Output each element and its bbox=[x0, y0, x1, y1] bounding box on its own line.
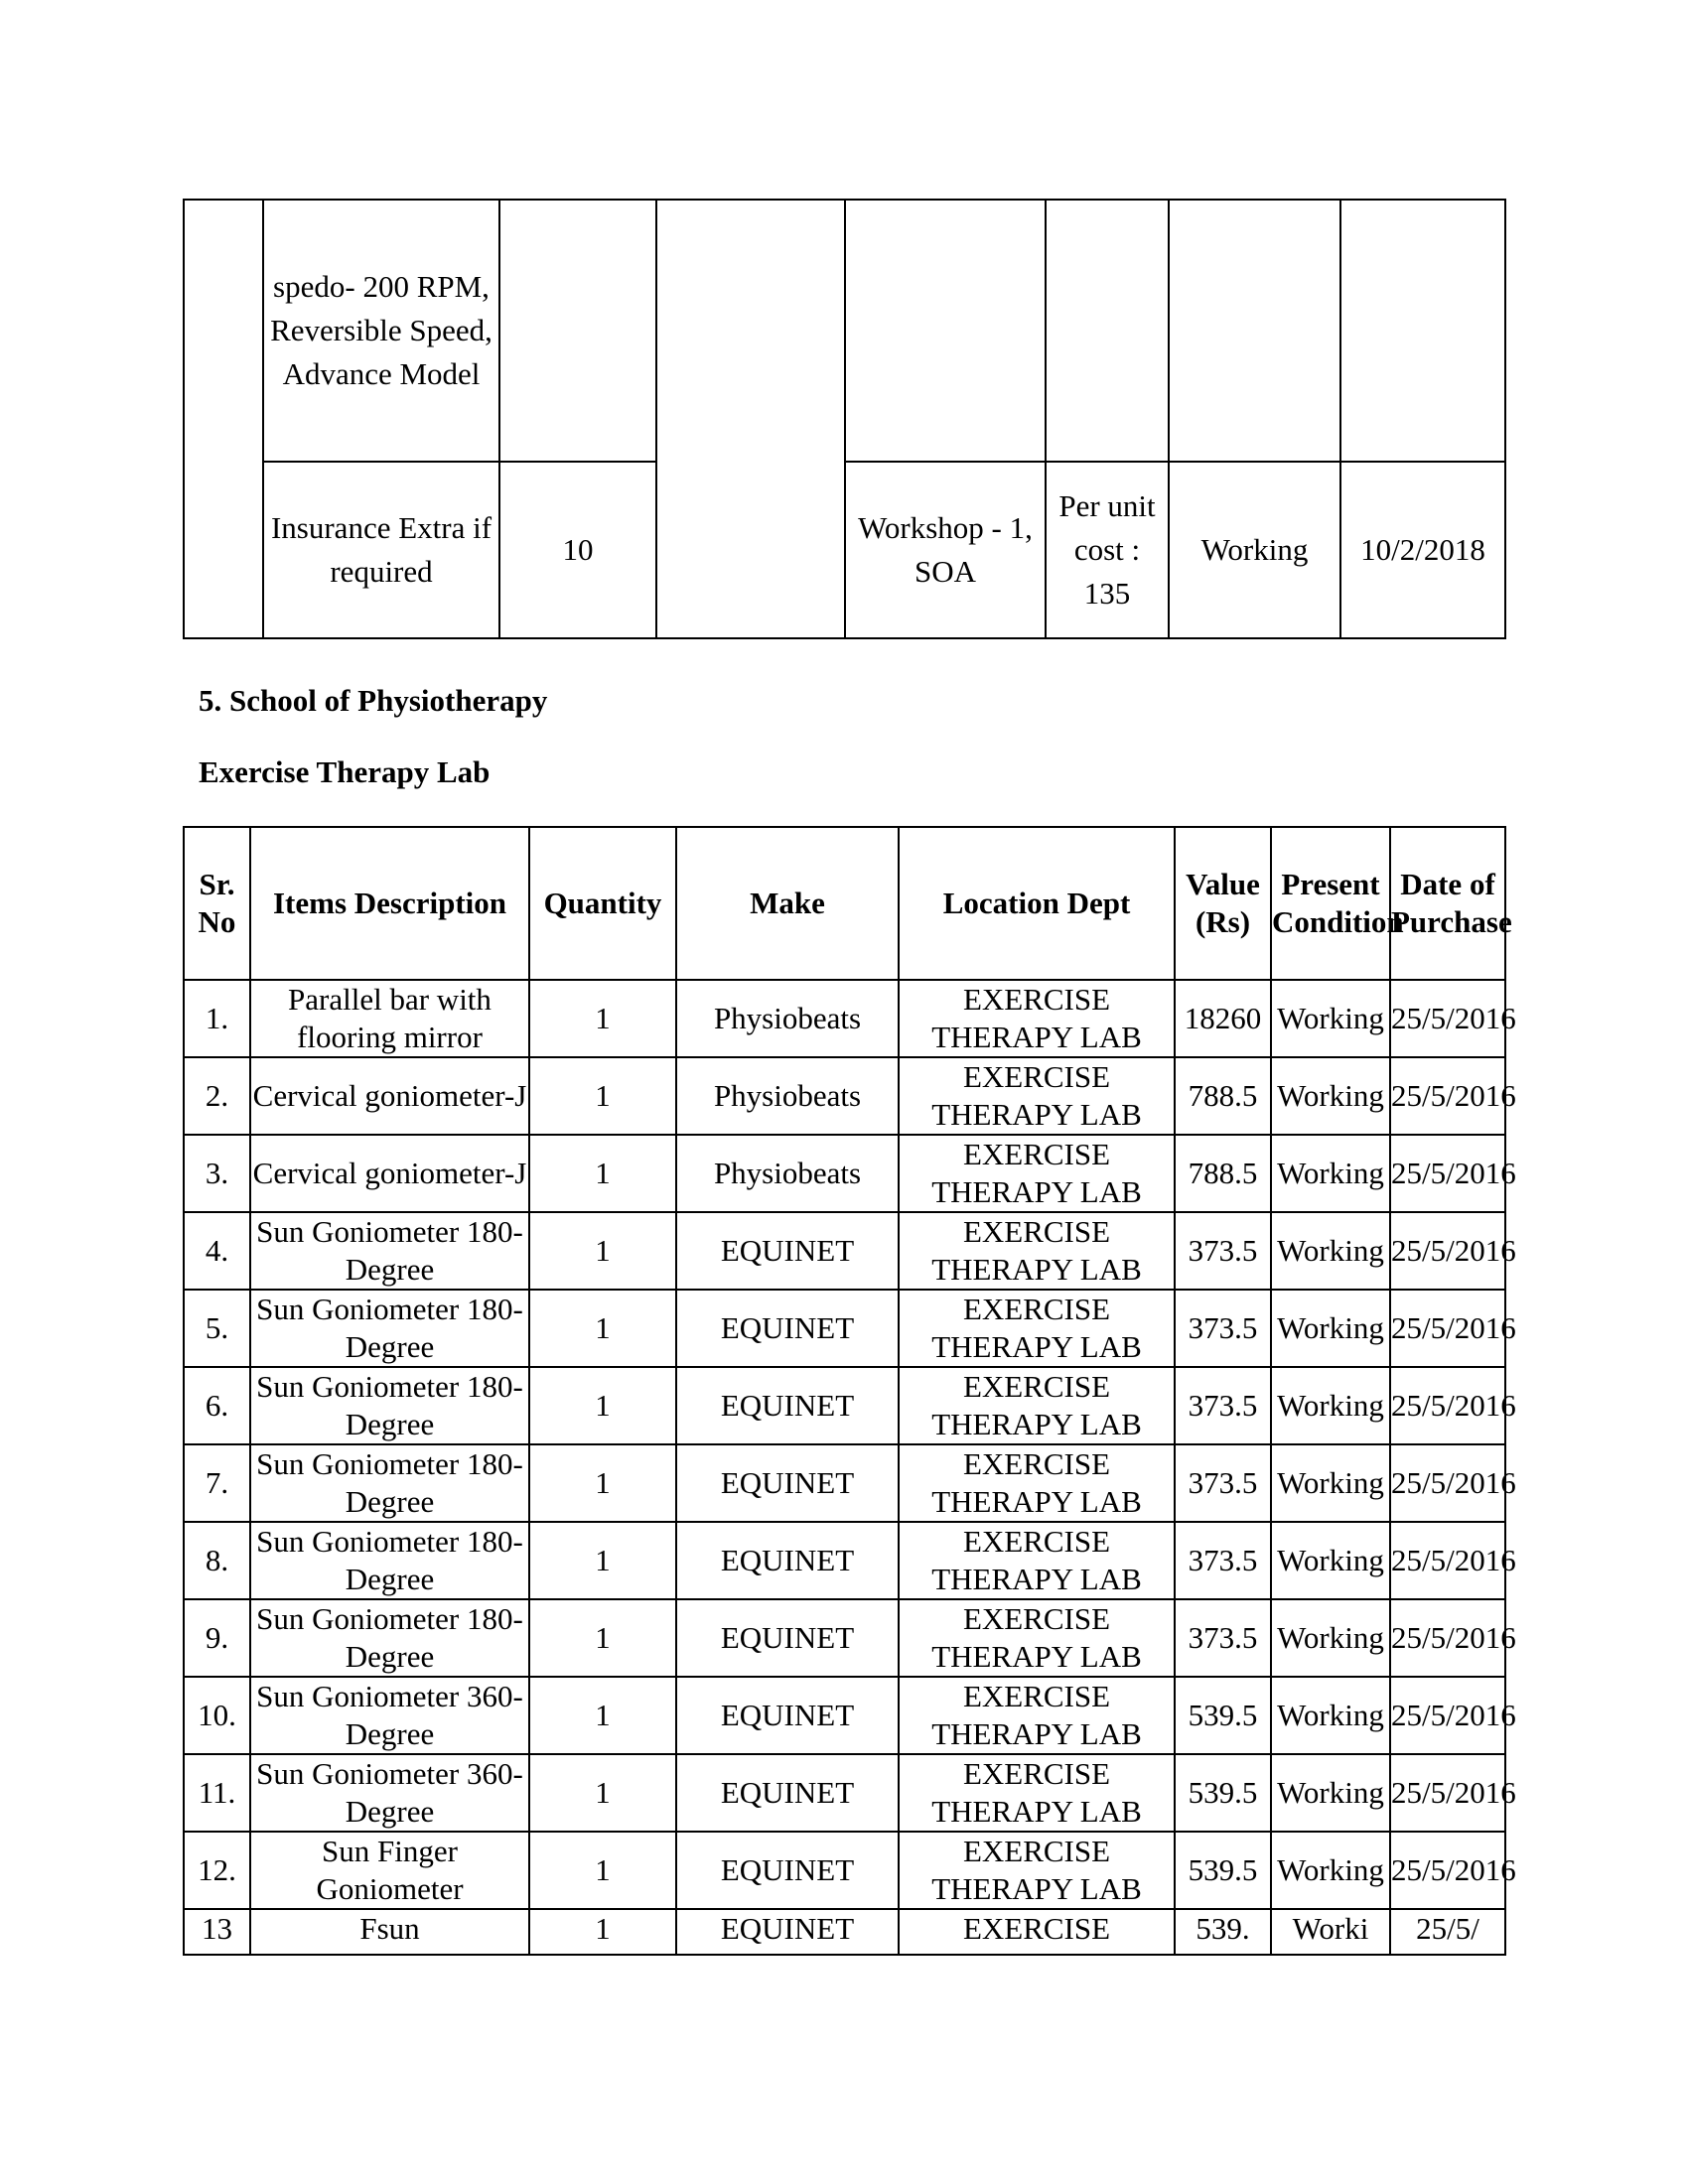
table-cell bbox=[1340, 200, 1505, 462]
table-cell bbox=[845, 462, 1046, 638]
cell-item-description: Sun Goniometer 180-Degree bbox=[250, 1522, 529, 1599]
cell-sr-no: 7. bbox=[184, 1444, 250, 1522]
cell-sr-no: 11. bbox=[184, 1754, 250, 1832]
cell-purchase-date: 25/5/2016 bbox=[1390, 1444, 1505, 1522]
value: Per unit cost : 135 bbox=[1058, 488, 1156, 611]
cell-location-dept: EXERCISE THERAPY LAB bbox=[899, 1522, 1175, 1599]
cell-value: 788.5 bbox=[1175, 1135, 1271, 1212]
cell-present-condition: Working bbox=[1271, 1135, 1390, 1212]
cell-item-description: Sun Goniometer 180-Degree bbox=[250, 1444, 529, 1522]
cell-make: EQUINET bbox=[676, 1754, 899, 1832]
header-date-of-purchase: Date of Purchase bbox=[1390, 827, 1505, 980]
table-row bbox=[184, 1290, 1505, 1367]
cell-value: 539.5 bbox=[1175, 1677, 1271, 1754]
condition: Working bbox=[1200, 532, 1309, 567]
cell-value: 373.5 bbox=[1175, 1212, 1271, 1290]
table-row bbox=[184, 1057, 1505, 1135]
cell-item-description: Sun Goniometer 180-Degree bbox=[250, 1367, 529, 1444]
cell-quantity: 1 bbox=[529, 1754, 676, 1832]
cell-make: EQUINET bbox=[676, 1677, 899, 1754]
cell-present-condition: Working bbox=[1271, 1057, 1390, 1135]
cell-make: Physiobeats bbox=[676, 1135, 899, 1212]
cell-sr-no: 4. bbox=[184, 1212, 250, 1290]
cell-location-dept: EXERCISE THERAPY LAB bbox=[899, 1057, 1175, 1135]
cell-sr-no: 9. bbox=[184, 1599, 250, 1677]
cell-location-dept: EXERCISE THERAPY LAB bbox=[899, 1599, 1175, 1677]
cell-quantity: 1 bbox=[529, 1832, 676, 1909]
cell-quantity: 1 bbox=[529, 1599, 676, 1677]
cell-make: EQUINET bbox=[676, 1832, 899, 1909]
equipment-table bbox=[183, 826, 1516, 1956]
item-description: spedo- 200 RPM, Reversible Speed, Advance Model bbox=[270, 269, 492, 391]
table-row bbox=[184, 1599, 1505, 1677]
cell-value: 373.5 bbox=[1175, 1290, 1271, 1367]
cell-sr-no: 3. bbox=[184, 1135, 250, 1212]
cell-item-description: Sun Finger Goniometer bbox=[250, 1832, 529, 1909]
header-location-dept: Location Dept bbox=[899, 827, 1175, 980]
cell-quantity: 1 bbox=[529, 1677, 676, 1754]
cell-sr-no: 13 bbox=[184, 1909, 250, 1955]
cell-item-description: Parallel bar with flooring mirror bbox=[250, 980, 529, 1057]
table-row bbox=[184, 1367, 1505, 1444]
cell-sr-no: 1. bbox=[184, 980, 250, 1057]
cell-quantity: 1 bbox=[529, 1057, 676, 1135]
cell-quantity: 1 bbox=[529, 980, 676, 1057]
cell-make: Physiobeats bbox=[676, 980, 899, 1057]
cell-make: EQUINET bbox=[676, 1212, 899, 1290]
header-make: Make bbox=[676, 827, 899, 980]
table-cell bbox=[263, 462, 499, 638]
lab-heading: Exercise Therapy Lab bbox=[199, 754, 491, 789]
cell-purchase-date: 25/5/ bbox=[1390, 1909, 1505, 1955]
cell-location-dept: EXERCISE THERAPY LAB bbox=[899, 1832, 1175, 1909]
cell-location-dept: EXERCISE THERAPY LAB bbox=[899, 1367, 1175, 1444]
cell-present-condition: Working bbox=[1271, 1444, 1390, 1522]
cell-quantity: 1 bbox=[529, 1290, 676, 1367]
table-row bbox=[184, 200, 1505, 462]
table-cell bbox=[184, 200, 263, 638]
table-cell bbox=[263, 200, 499, 462]
table-row bbox=[184, 1677, 1505, 1754]
cell-location-dept: EXERCISE bbox=[899, 1909, 1175, 1955]
cell-item-description: Sun Goniometer 360-Degree bbox=[250, 1677, 529, 1754]
cell-quantity: 1 bbox=[529, 1135, 676, 1212]
cell-sr-no: 2. bbox=[184, 1057, 250, 1135]
cell-present-condition: Working bbox=[1271, 1367, 1390, 1444]
cell-present-condition: Worki bbox=[1271, 1909, 1390, 1955]
cell-present-condition: Working bbox=[1271, 1754, 1390, 1832]
cell-item-description: Sun Goniometer 180-Degree bbox=[250, 1599, 529, 1677]
cell-quantity: 1 bbox=[529, 1444, 676, 1522]
cell-make: EQUINET bbox=[676, 1290, 899, 1367]
equipment-table-body bbox=[184, 980, 1516, 1955]
cell-sr-no: 8. bbox=[184, 1522, 250, 1599]
table-cell bbox=[656, 200, 845, 638]
cell-value: 539. bbox=[1175, 1909, 1271, 1955]
table-row bbox=[184, 462, 1505, 638]
cell-make: EQUINET bbox=[676, 1367, 899, 1444]
cell-item-description: Sun Goniometer 180-Degree bbox=[250, 1212, 529, 1290]
section-heading: 5. School of Physiotherapy bbox=[199, 683, 548, 718]
cell-location-dept: EXERCISE THERAPY LAB bbox=[899, 1444, 1175, 1522]
cell-sr-no: 6. bbox=[184, 1367, 250, 1444]
table-row bbox=[184, 980, 1505, 1057]
cell-value: 788.5 bbox=[1175, 1057, 1271, 1135]
cell-purchase-date: 25/5/2016 bbox=[1390, 1677, 1505, 1754]
cell-make: EQUINET bbox=[676, 1599, 899, 1677]
cell-item-description: Sun Goniometer 360-Degree bbox=[250, 1754, 529, 1832]
table-cell bbox=[499, 462, 656, 638]
cell-location-dept: EXERCISE THERAPY LAB bbox=[899, 1135, 1175, 1212]
header-quantity: Quantity bbox=[529, 827, 676, 980]
header-present-condition: Present Condition bbox=[1271, 827, 1390, 980]
table-row bbox=[184, 1212, 1505, 1290]
header-items-description: Items Description bbox=[250, 827, 529, 980]
cell-value: 373.5 bbox=[1175, 1444, 1271, 1522]
cell-present-condition: Working bbox=[1271, 1522, 1390, 1599]
cell-present-condition: Working bbox=[1271, 1290, 1390, 1367]
header-sr-no: Sr. No bbox=[184, 827, 250, 980]
cell-quantity: 1 bbox=[529, 1367, 676, 1444]
cell-present-condition: Working bbox=[1271, 1212, 1390, 1290]
cell-purchase-date: 25/5/2016 bbox=[1390, 1522, 1505, 1599]
cell-purchase-date: 25/5/2016 bbox=[1390, 1212, 1505, 1290]
cell-present-condition: Working bbox=[1271, 1832, 1390, 1909]
table-row bbox=[184, 1522, 1505, 1599]
table-cell bbox=[1169, 200, 1340, 462]
table-row bbox=[184, 1832, 1505, 1909]
equipment-table-continued bbox=[183, 199, 1506, 639]
header-value: Value (Rs) bbox=[1175, 827, 1271, 980]
cell-value: 373.5 bbox=[1175, 1367, 1271, 1444]
quantity: 10 bbox=[562, 532, 594, 567]
cell-value: 373.5 bbox=[1175, 1522, 1271, 1599]
cell-make: Physiobeats bbox=[676, 1057, 899, 1135]
cell-make: EQUINET bbox=[676, 1522, 899, 1599]
table-cell bbox=[1046, 200, 1169, 462]
cell-purchase-date: 25/5/2016 bbox=[1390, 1754, 1505, 1832]
item-description: Insurance Extra if required bbox=[270, 510, 492, 589]
cell-quantity: 1 bbox=[529, 1522, 676, 1599]
table-cell bbox=[845, 200, 1046, 462]
table-cell bbox=[499, 200, 656, 462]
cell-location-dept: EXERCISE THERAPY LAB bbox=[899, 1677, 1175, 1754]
cell-value: 539.5 bbox=[1175, 1754, 1271, 1832]
cell-value: 373.5 bbox=[1175, 1599, 1271, 1677]
cell-purchase-date: 25/5/2016 bbox=[1390, 1290, 1505, 1367]
cell-location-dept: EXERCISE THERAPY LAB bbox=[899, 1290, 1175, 1367]
cell-purchase-date: 25/5/2016 bbox=[1390, 980, 1505, 1057]
cell-present-condition: Working bbox=[1271, 980, 1390, 1057]
cell-location-dept: EXERCISE THERAPY LAB bbox=[899, 980, 1175, 1057]
cell-purchase-date: 25/5/2016 bbox=[1390, 1367, 1505, 1444]
purchase-date: 10/2/2018 bbox=[1360, 532, 1485, 567]
table-cell bbox=[1340, 462, 1505, 638]
cell-purchase-date: 25/5/2016 bbox=[1390, 1135, 1505, 1212]
cell-location-dept: EXERCISE THERAPY LAB bbox=[899, 1212, 1175, 1290]
cell-make: EQUINET bbox=[676, 1909, 899, 1955]
cell-present-condition: Working bbox=[1271, 1599, 1390, 1677]
cell-item-description: Sun Goniometer 180-Degree bbox=[250, 1290, 529, 1367]
table-header-row bbox=[184, 827, 1505, 980]
table-row bbox=[184, 1909, 1505, 1955]
cell-sr-no: 12. bbox=[184, 1832, 250, 1909]
cell-purchase-date: 25/5/2016 bbox=[1390, 1057, 1505, 1135]
table-row bbox=[184, 1444, 1505, 1522]
cell-value: 18260 bbox=[1175, 980, 1271, 1057]
cell-item-description: Cervical goniometer-J bbox=[250, 1057, 529, 1135]
cell-item-description: Fsun bbox=[250, 1909, 529, 1955]
cell-present-condition: Working bbox=[1271, 1677, 1390, 1754]
cell-value: 539.5 bbox=[1175, 1832, 1271, 1909]
cell-quantity: 1 bbox=[529, 1909, 676, 1955]
table-row bbox=[184, 1754, 1505, 1832]
cell-purchase-date: 25/5/2016 bbox=[1390, 1832, 1505, 1909]
cell-location-dept: EXERCISE THERAPY LAB bbox=[899, 1754, 1175, 1832]
cell-item-description: Cervical goniometer-J bbox=[250, 1135, 529, 1212]
cell-sr-no: 10. bbox=[184, 1677, 250, 1754]
location: Workshop - 1, SOA bbox=[858, 510, 1033, 589]
cell-purchase-date: 25/5/2016 bbox=[1390, 1599, 1505, 1677]
table-cell bbox=[1169, 462, 1340, 638]
cell-make: EQUINET bbox=[676, 1444, 899, 1522]
table-row bbox=[184, 1135, 1505, 1212]
table-cell bbox=[1046, 462, 1169, 638]
cell-quantity: 1 bbox=[529, 1212, 676, 1290]
cell-sr-no: 5. bbox=[184, 1290, 250, 1367]
